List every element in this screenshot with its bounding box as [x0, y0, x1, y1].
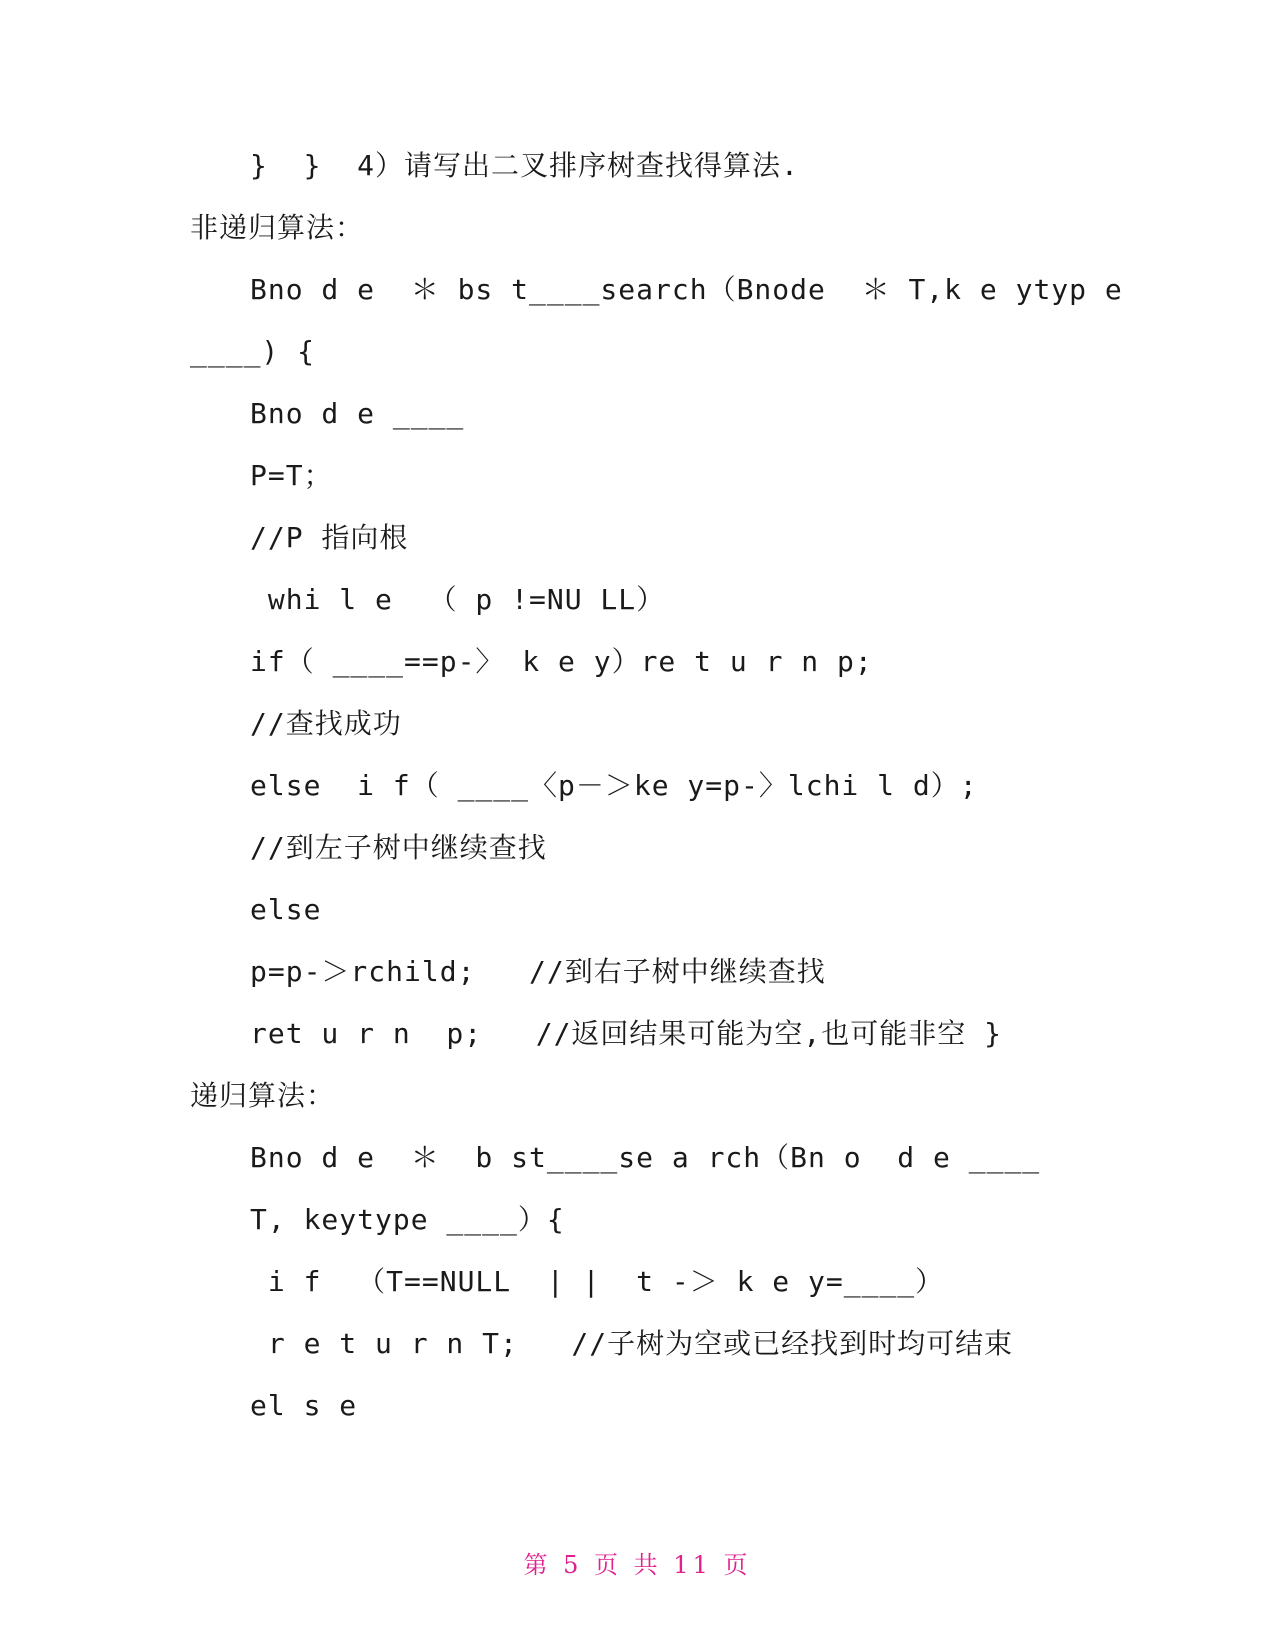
code-comment-root: //P 指向根 [250, 521, 409, 554]
code-comment-left: //到左子树中继续查找 [250, 831, 547, 864]
code-line-return: ret u r n p; //返回结果可能为空,也可能非空 } [250, 1017, 1003, 1050]
code-line-rec-return: r e t u r n T; //子树为空或已经找到时均可结束 [250, 1327, 1014, 1360]
heading-recursive: 递归算法： [190, 1079, 336, 1112]
page-number-footer: 第 5 页 共 11 页 [523, 1551, 752, 1579]
code-line-else: else [250, 893, 322, 926]
code-comment-found: //查找成功 [250, 707, 402, 740]
code-line-decl: Bno d e ____ [250, 397, 465, 430]
code-line-if: if（ ____==p-〉 k e y）re t u r n p; [250, 645, 873, 678]
code-line-signature-cont: ____) { [190, 335, 316, 368]
code-line-rec-if: i f （T==NULL | | t -＞ k e y=____） [250, 1265, 945, 1298]
text-line-1: } } 4）请写出二叉排序树查找得算法. [250, 149, 799, 182]
code-line-rec-else: el s e [250, 1389, 358, 1422]
code-line-rec-signature: Bno d e ＊ b st____se a rch（Bn o d e ____ [250, 1141, 1041, 1174]
code-line-assign: P=T； [250, 459, 333, 492]
code-line-rec-signature-cont: T, keytype ____）{ [250, 1203, 565, 1236]
code-line-while: whi l e （ p !=NU LL） [250, 583, 666, 616]
code-line-right: p=p-＞rchild; //到右子树中继续查找 [250, 955, 826, 988]
code-line-signature: Bno d e ＊ bs t____search（Bnode ＊ T,k e ytyp e [250, 273, 1123, 306]
heading-nonrecursive: 非递归算法： [190, 211, 365, 244]
code-line-else-if: else i f（ ____〈p－＞ke y=p-〉lchi l d）; [250, 769, 978, 802]
